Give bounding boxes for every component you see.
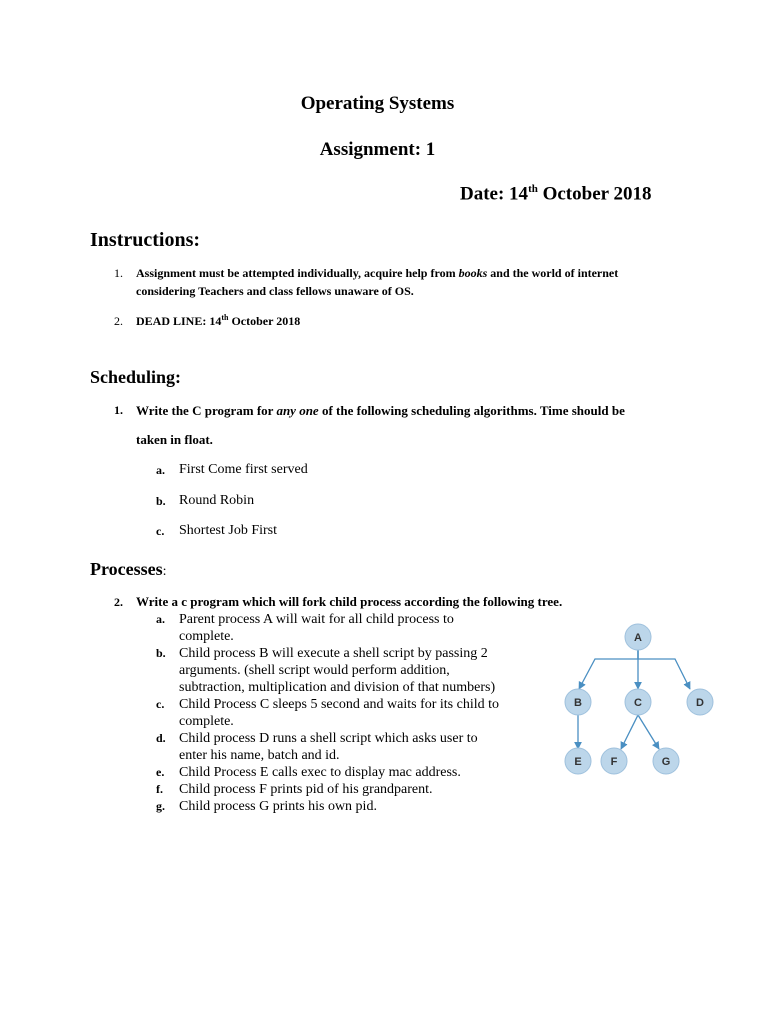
instruction-deadline: DEAD LINE: 14th October 2018: [136, 313, 301, 328]
question-number: 1.: [114, 403, 123, 417]
scheduling-question-line-1: Write the C program for any one of the following scheduling algorithms. Time should be: [136, 403, 625, 418]
processes-heading: Processes:: [90, 559, 167, 579]
node-f-label: F: [610, 756, 618, 768]
option-letter: c.: [156, 524, 165, 538]
edge-c-g: [638, 715, 659, 749]
node-d-label: D: [696, 697, 704, 709]
node-b-label: B: [574, 697, 582, 709]
assignment-title: Assignment: 1: [319, 139, 436, 160]
list-item: e. Child Process E calls exec to display mac address.: [156, 765, 461, 780]
scheduling-heading: Scheduling:: [90, 367, 182, 387]
list-item: c. Child Process C sleeps 5 second and waits for its child to complete.: [156, 697, 500, 729]
instruction-1-line-1: Assignment must be attempted individually, acquire help from books and the world of internet: [136, 266, 619, 280]
node-a-label: A: [634, 632, 642, 644]
process-list: [156, 611, 516, 815]
date-suffix: October 2018: [537, 183, 652, 205]
node-g-label: G: [661, 756, 671, 768]
option-first-come-first-served: First Come first served: [179, 462, 308, 477]
node-c: [625, 689, 651, 715]
node-b: [565, 689, 591, 715]
list-item: b. Child process B will execute a shell script by passing 2 arguments. (shell script would perform addition, subtraction, multiplication and division of that numbers): [156, 646, 496, 695]
list-item: d. Child process D runs a shell script which asks user to enter his name, batch and id.: [156, 731, 478, 763]
question-number: 2.: [114, 595, 123, 609]
option-letter: a.: [156, 463, 165, 477]
node-g: [653, 748, 679, 774]
option-letter: b.: [156, 494, 166, 508]
list-item: g. Child process G prints his own pid.: [156, 799, 377, 814]
instruction-number: 2.: [114, 314, 123, 328]
processes-question: Write a c program which will fork child process according the following tree.: [136, 594, 563, 609]
date-prefix: Date: 14: [460, 183, 529, 205]
list-item: f. Child process F prints pid of his grandparent.: [156, 782, 433, 797]
node-a: [625, 624, 651, 650]
option-round-robin: Round Robin: [179, 493, 255, 508]
node-f: [601, 748, 627, 774]
edge-a-d: [638, 648, 690, 689]
instructions-heading: Instructions:: [90, 229, 201, 251]
node-d: [687, 689, 713, 715]
node-e: [565, 748, 591, 774]
option-shortest-job-first: Shortest Job First: [179, 523, 278, 538]
assignment-date: [460, 183, 651, 205]
scheduling-question-line-2: taken in float.: [136, 432, 213, 447]
date-sup: th: [528, 183, 538, 195]
node-c-label: C: [634, 697, 642, 709]
course-title: Operating Systems: [300, 93, 455, 114]
instruction-number: 1.: [114, 266, 123, 280]
edge-a-b: [579, 648, 638, 689]
edge-c-f: [621, 715, 638, 749]
node-e-label: E: [574, 756, 582, 768]
instruction-1-line-2: considering Teachers and class fellows unaware of OS.: [136, 284, 414, 298]
list-item: a. Parent process A will wait for all child process to complete.: [156, 612, 454, 644]
process-tree-diagram: [555, 615, 730, 785]
